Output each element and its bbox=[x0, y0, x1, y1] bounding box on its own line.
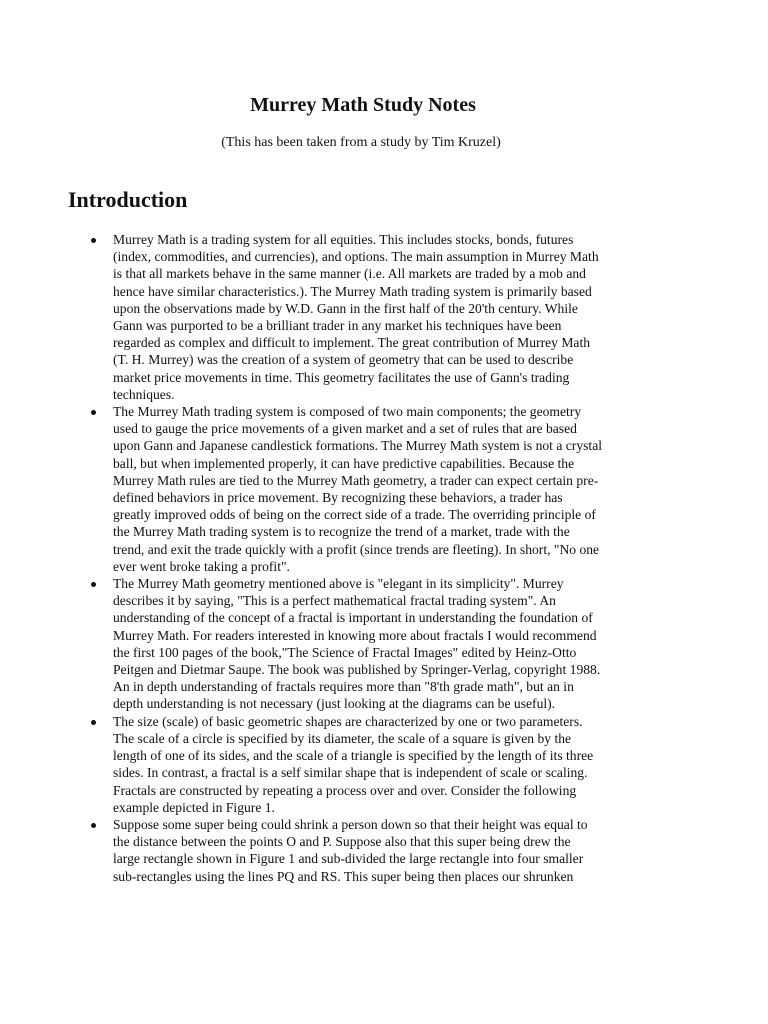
bullet-text-line: understanding of the concept of a fractal is important in understanding the foundation of bbox=[113, 610, 593, 626]
bullet-item bbox=[113, 816, 661, 885]
bullet-dot-icon bbox=[91, 720, 96, 725]
bullet-dot-icon bbox=[91, 410, 96, 415]
document-title: Murrey Math Study Notes bbox=[250, 94, 476, 116]
bullet-text-line: is that all markets behave in the same manner (i.e. All markets are traded by a mob and bbox=[113, 266, 586, 282]
bullet-text-line: length of one of its sides, and the scale of a triangle is specified by the length of its three bbox=[113, 748, 594, 764]
bullet-item bbox=[113, 231, 661, 403]
bullet-text-line: hence have similar characteristics.). The Murrey Math trading system is primarily based bbox=[113, 283, 592, 299]
bullet-text-line: the distance between the points O and P. Suppose also that this super being drew the bbox=[113, 834, 571, 850]
bullet-text-line: example depicted in Figure 1. bbox=[113, 799, 275, 815]
bullet-item bbox=[113, 713, 661, 816]
bullet-text-line: Peitgen and Dietmar Saupe. The book was published by Springer-Verlag, copyright 1988. bbox=[113, 662, 601, 678]
bullet-text-line: techniques. bbox=[113, 386, 175, 402]
bullet-text-line: An in depth understanding of fractals requires more than "8'th grade math", but an in bbox=[113, 679, 574, 695]
bullet-text-line: Murrey Math is a trading system for all equities. This includes stocks, bonds, futures bbox=[113, 232, 574, 247]
bullet-text-line: Suppose some super being could shrink a person down so that their height was equal to bbox=[113, 816, 588, 832]
bullet-text-line: describes it by saying, "This is a perfect mathematical fractal trading system". An bbox=[113, 593, 556, 609]
bullet-text-line: the Murrey Math trading system is to recognize the trend of a market, trade with the bbox=[113, 524, 570, 540]
bullet-text-line: upon the observations made by W.D. Gann in the first half of the 20'th century. While bbox=[113, 300, 578, 316]
bullet-text-line: greatly improved odds of being on the correct side of a trade. The overriding principle of bbox=[113, 507, 596, 523]
bullet-text-line: The Murrey Math geometry mentioned above is "elegant in its simplicity". Murrey bbox=[113, 576, 564, 592]
bullet-text-line: upon Gann and Japanese candlestick formations. The Murrey Math system is not a crystal bbox=[113, 438, 603, 454]
bullet-text-line: (T. H. Murrey) was the creation of a system of geometry that can be used to describe bbox=[113, 352, 574, 368]
bullet-list bbox=[113, 231, 661, 885]
document-subtitle: (This has been taken from a study by Tim Kruzel) bbox=[221, 135, 501, 150]
bullet-text-line: The Murrey Math trading system is composed of two main components; the geometry bbox=[113, 404, 582, 420]
bullet-text-line: defined behaviors in price movement. By recognizing these behaviors, a trader has bbox=[113, 490, 563, 506]
bullet-text-line: regarded as complex and difficult to implement. The great contribution of Murrey Math bbox=[113, 335, 591, 351]
bullet-text-line: ever went broke taking a profit". bbox=[113, 558, 290, 574]
bullet-text-line: depth understanding is not necessary (just looking at the diagrams can be useful). bbox=[113, 696, 556, 712]
bullet-text-line: sides. In contrast, a fractal is a self similar shape that is independent of scale or scaling. bbox=[113, 765, 588, 781]
bullet-item bbox=[113, 575, 661, 713]
bullet-text-line: The scale of a circle is specified by its diameter, the scale of a square is given by the bbox=[113, 730, 572, 746]
bullet-text-line: trend, and exit the trade quickly with a profit (since trends are fleeting). In short, "No one bbox=[113, 541, 600, 557]
bullet-text-line: Gann was purported to be a brilliant trader in any market his techniques have been bbox=[113, 318, 562, 334]
bullet-text-line: sub-rectangles using the lines PQ and RS. This super being then places our shrunken bbox=[113, 868, 574, 884]
bullet-text-line: The size (scale) of basic geometric shapes are characterized by one or two parameters. bbox=[113, 713, 583, 729]
bullet-dot-icon bbox=[91, 582, 96, 587]
bullet-text-line: used to gauge the price movements of a given market and a set of rules that are based bbox=[113, 421, 577, 437]
bullet-text-line: market price movements in time. This geometry facilitates the use of Gann's trading bbox=[113, 369, 570, 385]
bullet-dot-icon bbox=[91, 823, 96, 828]
bullet-text-line: Fractals are constructed by repeating a process over and over. Consider the following bbox=[113, 782, 577, 798]
bullet-text-line: Murrey Math rules are tied to the Murrey Math geometry, a trader can expect certain pre- bbox=[113, 472, 599, 488]
bullet-text-line: Murrey Math. For readers interested in knowing more about fractals I would recommend bbox=[113, 627, 597, 643]
bullet-text-line: ball, but when implemented properly, it can have predictive capabilities. Because the bbox=[113, 455, 575, 471]
bullet-text-line: the first 100 pages of the book,"The Science of Fractal Images" edited by Heinz-Otto bbox=[113, 644, 577, 660]
bullet-text-line: large rectangle shown in Figure 1 and sub-divided the large rectangle into four smaller bbox=[113, 851, 584, 867]
bullet-dot-icon bbox=[91, 238, 96, 243]
section-heading-introduction: Introduction bbox=[68, 187, 188, 212]
bullet-text-line: (index, commodities, and currencies), and options. The main assumption in Murrey Math bbox=[113, 249, 599, 265]
bullet-item bbox=[113, 403, 661, 575]
